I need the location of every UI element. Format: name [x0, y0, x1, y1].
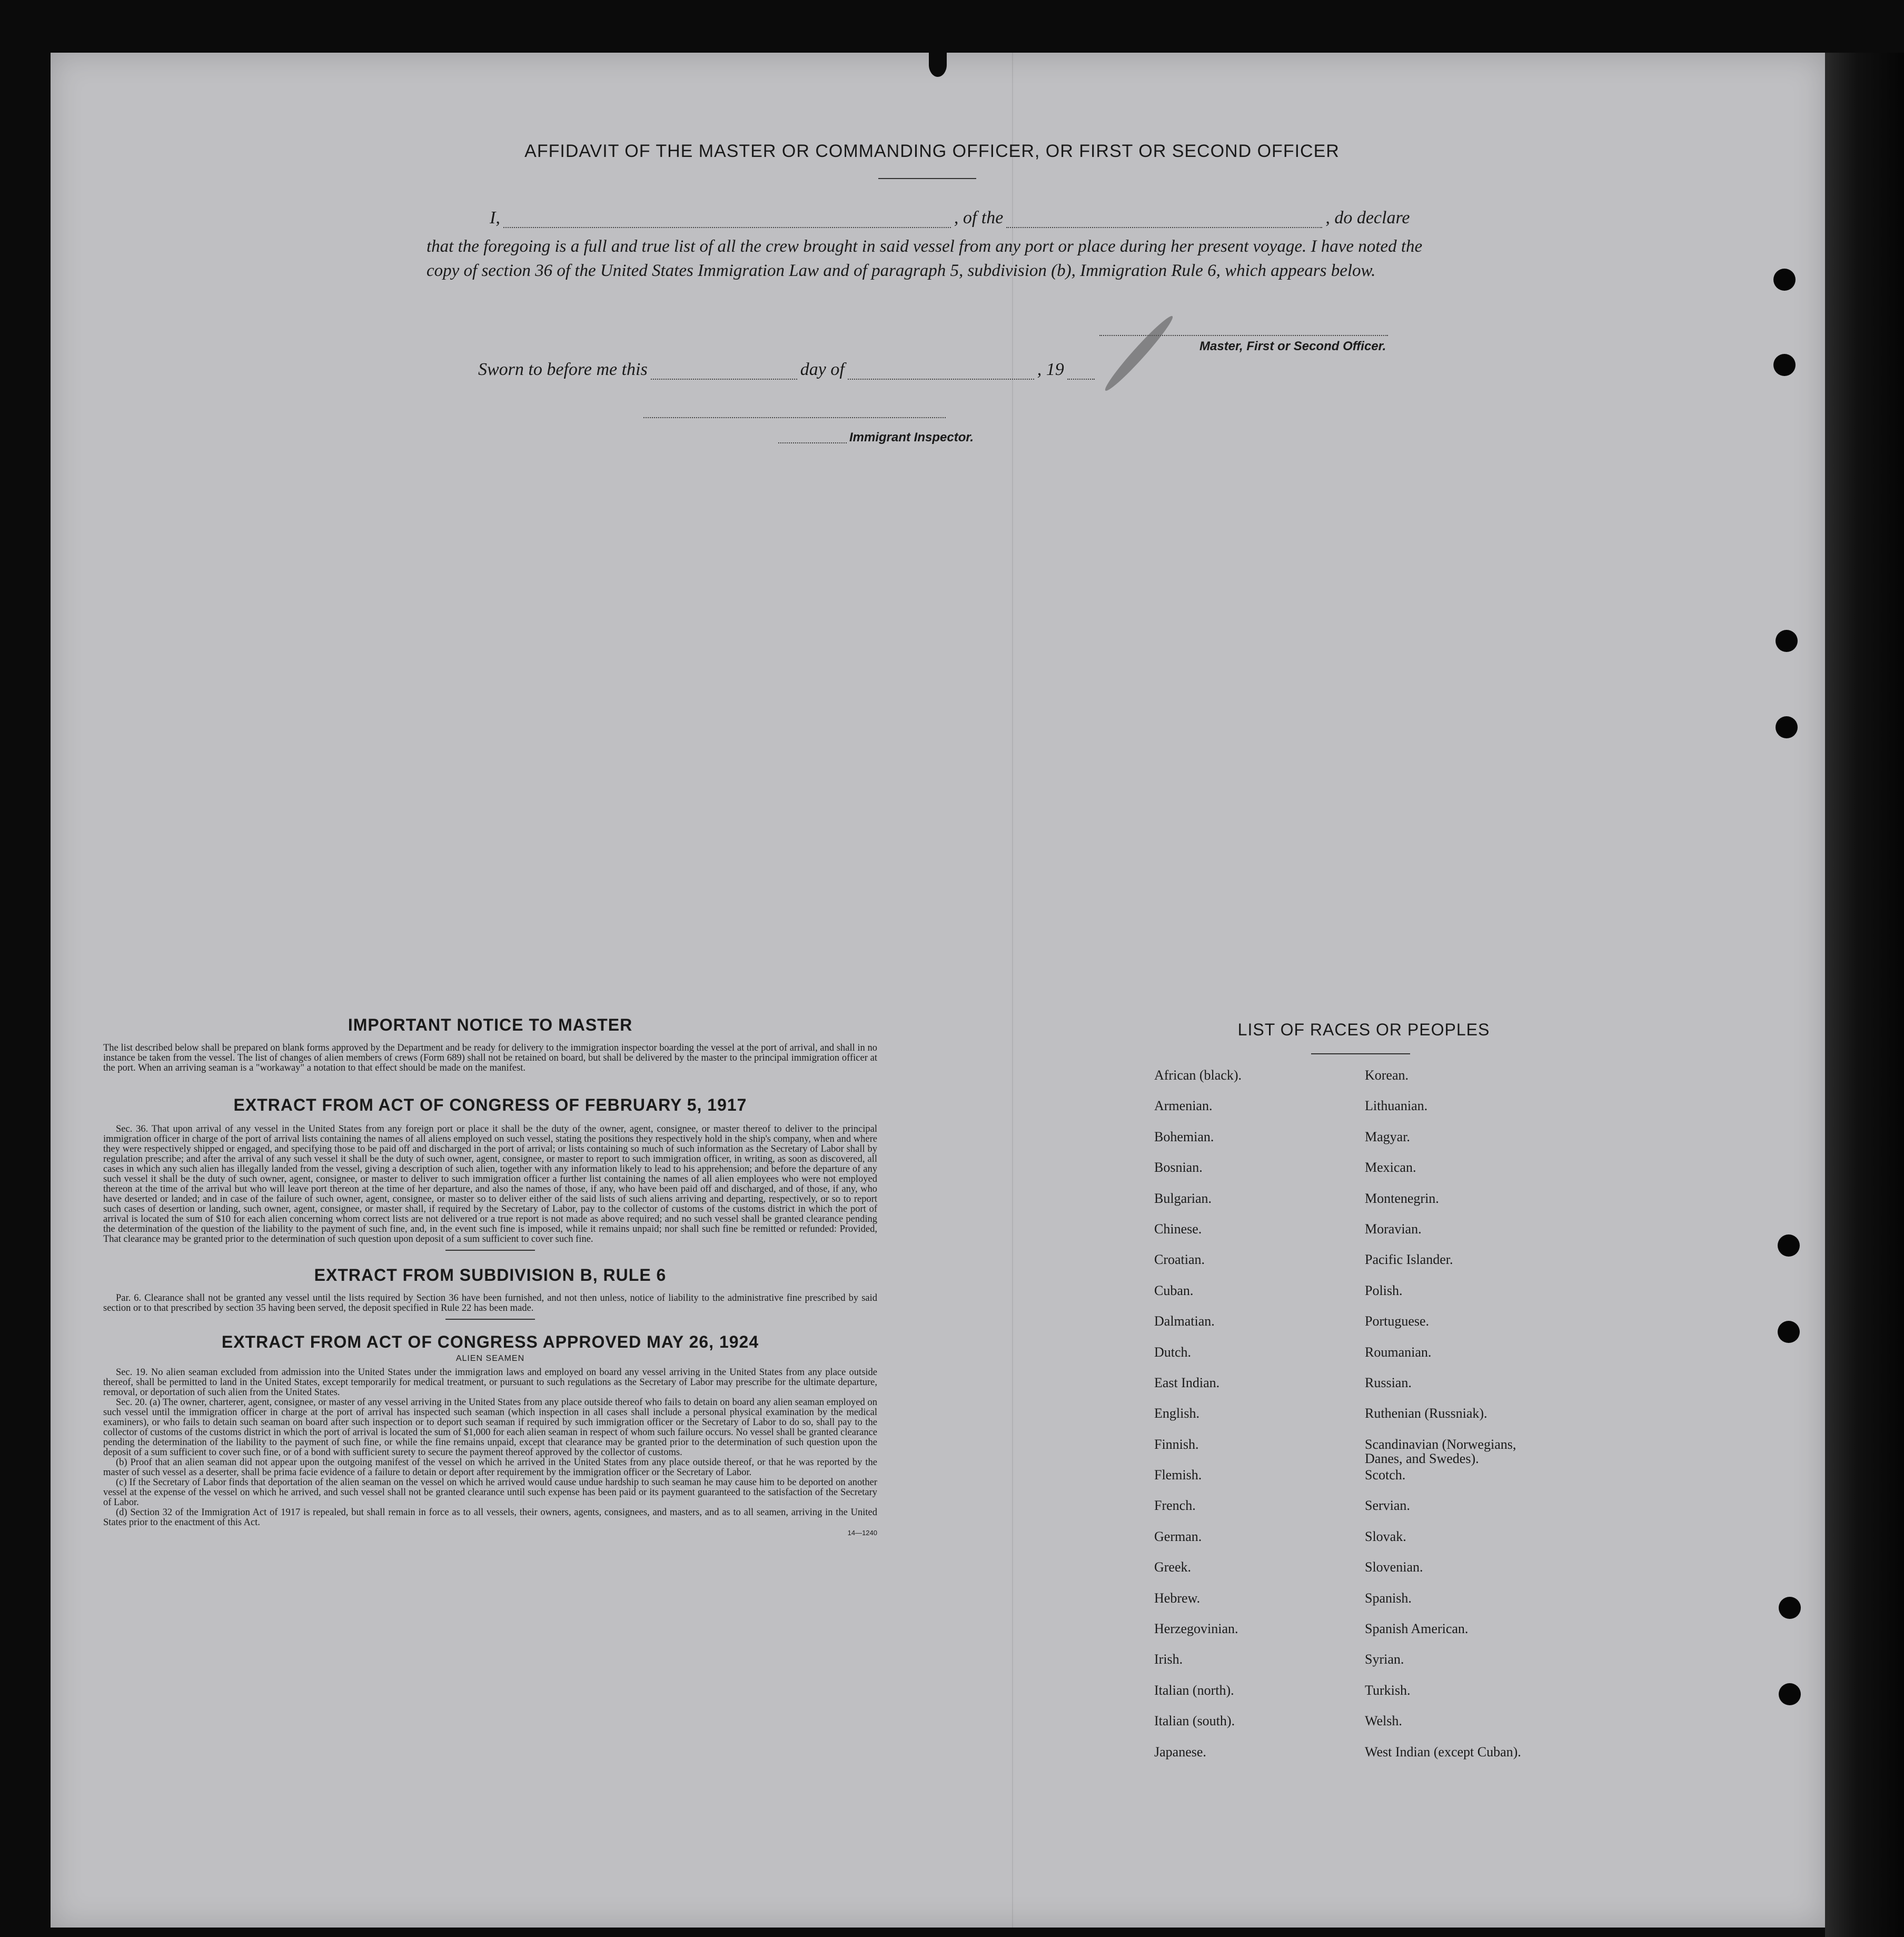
binder-hole [1778, 1321, 1800, 1343]
affidavit-title: AFFIDAVIT OF THE MASTER OR COMMANDING OFFICER, OR FIRST OR SECOND OFFICER [524, 141, 1340, 161]
master-signature-field[interactable] [1099, 335, 1388, 336]
notice-column [103, 1015, 877, 1537]
race-item: Croatian. [1154, 1252, 1205, 1268]
race-item: Hebrew. [1154, 1590, 1201, 1606]
section-rule [445, 1319, 535, 1320]
extract-1924-sec20d: (d) Section 32 of the Immigration Act of 1917 is repealed, but shall remain in force as to all vessels, their owners, agents, consignees, and masters, and as to all seamen, arriving in the United States prior to the enactment of this Act. [103, 1507, 877, 1528]
binder-hole [1776, 630, 1798, 652]
extract-1917-text: Sec. 36. That upon arrival of any vessel in the United States from any foreign port or place it shall be the duty of the owner, agent, consignee, or master thereof to deliver to the principal immigration officer in charge of the port of arrival lists containing the names of all aliens employed on such vessel, stating the positions they respectively hold in the ship's company, when and where they were respectively shipped or engaged, and specifying those to be paid off and discharged in the port of arrival; or lists containing so much of such information as the Secretary of Labor shall by regulation prescribe; and after the arrival of any such vessel it shall be the duty of such owner, agent, consignee, or master to report to such immigration officer, in writing, as soon as discovered, all cases in which any such alien has illegally landed from the vessel, giving a description of such alien, together with any information likely to lead to his apprehension; and before the departure of any such vessel it shall be the duty of such owner, agent, consignee, or master to deliver to such immigration officer a further list containing the names of all alien employees who were not employed thereon at the time of the arrival but who will leave port thereon at the time of her departure, and also the names of those, if any, who have been paid off and discharged, and of those, if any, who have deserted or landed; and in case of the failure of such owner, agent, consignee, or master so to deliver either of the said lists of such aliens arriving and departing, respectively, or so to report such cases of desertion or landing, such owner, agent, consignee, or master shall, if required by the Secretary of Labor, pay to the collector of customs of the customs district in which the port of arrival is located the sum of $10 for each alien concerning whom correct lists are not delivered or a true report is not made as above required; and no such vessel shall be granted clearance pending the determination of the question of the liability to the payment of such fine, and, in the event such fine is imposed, while it remains unpaid; nor shall such fine be remitted or refunded: Provided, That clearance may be granted prior to the determination of such question upon deposit of a sum sufficient to cover such fine. [103, 1124, 877, 1244]
sworn-year: , 19 [1037, 360, 1064, 379]
race-item: West Indian (except Cuban). [1365, 1744, 1521, 1760]
race-item: Italian (north). [1154, 1682, 1234, 1698]
of-the-text: , of the [954, 208, 1004, 228]
extract-rule6-title: EXTRACT FROM SUBDIVISION B, RULE 6 [314, 1266, 667, 1284]
binder-hole [1773, 269, 1796, 291]
race-item: Dutch. [1154, 1344, 1192, 1360]
binder-hole [1776, 716, 1798, 738]
binder-hole [1778, 1234, 1800, 1257]
race-item: English. [1154, 1406, 1199, 1421]
race-item: French. [1154, 1498, 1196, 1514]
extract-1917-title: EXTRACT FROM ACT OF CONGRESS OF FEBRUARY 5, 1917 [233, 1095, 747, 1114]
declarant-name-field[interactable] [503, 225, 951, 228]
sworn-day-field[interactable] [651, 377, 797, 380]
race-item: Magyar. [1365, 1129, 1410, 1144]
race-item: Welsh. [1365, 1713, 1402, 1729]
race-item: Scotch. [1365, 1467, 1406, 1483]
declarant-prefix: I, [490, 208, 500, 228]
master-signature-label: Master, First or Second Officer. [1199, 339, 1386, 353]
section-rule [445, 1250, 535, 1251]
race-item: Korean. [1365, 1068, 1409, 1083]
scan-edge [1825, 53, 1904, 1937]
affidavit-statement: that the foregoing is a full and true list of all the crew brought in said vessel from any port or place during her present voyage. I have noted the copy of section 36 of the United States Immigration Law and of paragraph 5, subdivision (b), Immigration Rule 6, which appears below. [427, 237, 1423, 280]
race-item: Herzegovinian. [1154, 1621, 1238, 1637]
extract-1924-sec19: Sec. 19. No alien seaman excluded from admission into the United States under the immigration laws and employed on board any vessel arriving in the United States from any place outside thereof, shall be permitted to land in the United States, except temporarily for medical treatment, or pursuant to such regulations as the Secretary of Labor may prescribe for the ultimate departure, removal, or deportation of such alien from the United States. [103, 1367, 877, 1398]
races-list [1154, 1068, 1575, 1775]
sworn-month-field[interactable] [848, 377, 1034, 380]
inspector-label: Immigrant Inspector. [849, 430, 974, 444]
race-item: Servian. [1365, 1498, 1410, 1514]
inspector-signature-lead [778, 442, 847, 443]
race-item: Mexican. [1365, 1160, 1416, 1175]
vessel-name-field[interactable] [1006, 225, 1322, 228]
race-item: Moravian. [1365, 1221, 1422, 1237]
sworn-year-field[interactable] [1067, 377, 1095, 380]
sworn-prefix: Sworn to before me this [478, 360, 648, 379]
binder-hole [1779, 1597, 1801, 1619]
extract-rule6-text: Par. 6. Clearance shall not be granted any vessel until the lists required by Section 36 have been furnished, and not then unless, notice of liability to the administrative fine prescribed by said section or to that prescribed by section 35 having been served, the deposit specified in Rule 22 has been made. [103, 1293, 877, 1313]
race-item: Pacific Islander. [1365, 1252, 1453, 1268]
race-item: Armenian. [1154, 1098, 1213, 1114]
race-item: Montenegrin. [1365, 1190, 1439, 1206]
race-item: Russian. [1365, 1375, 1412, 1390]
race-item: Lithuanian. [1365, 1098, 1428, 1114]
extract-1924-sec20a: Sec. 20. (a) The owner, charterer, agent, consignee, or master of any vessel arriving in the United States from any place outside thereof who fails to detain on board any alien seaman employed on such vessel until the immigration officer in charge at the port of arrival has inspected such seaman (which inspection in all cases shall include a personal physical examination by the medical examiners), or who fails to detain such seaman on board after such inspection or to deport such seaman if required by such immigration officer or the Secretary of Labor to do so, shall pay to the collector of customs of the customs district in which the port of arrival is located the sum of $1,000 for each alien seaman in respect of whom such failure occurs. No vessel shall be granted clearance pending the determination of the liability to the payment of such fine, or while the fine remains unpaid, except that clearance may be granted prior to the determination of such question upon the deposit of a sum sufficient to cover such fine, or of a bond with sufficient surety to secure the payment thereof approved by the collector of customs. [103, 1397, 877, 1458]
affidavit-declaration-line [490, 208, 1410, 228]
race-item: Slovenian. [1365, 1559, 1423, 1575]
race-item: Bulgarian. [1154, 1190, 1212, 1206]
races-title-rule [1311, 1053, 1410, 1054]
race-item: Chinese. [1154, 1221, 1202, 1237]
race-item: Scandinavian (Norwegians, Danes, and Swedes). [1365, 1436, 1516, 1466]
race-item: German. [1154, 1528, 1202, 1544]
extract-1924-title: EXTRACT FROM ACT OF CONGRESS APPROVED MAY 26, 1924 [221, 1332, 759, 1351]
binder-hole [1779, 1683, 1801, 1705]
notice-text: The list described below shall be prepared on blank forms approved by the Department and be ready for delivery to the immigration inspector boarding the vessel at the port of arrival, and shall in no instance be taken from the vessel. The list of changes of alien members of crews (Form 689) shall not be retained on board, but shall be delivered by the master to the principal immigration officer at the port. When an arriving seaman is a "workaway" a notation to that effect should be made on the manifest. [103, 1043, 877, 1073]
races-title: LIST OF RACES OR PEOPLES [1237, 1020, 1490, 1039]
extract-1924-sec20b: (b) Proof that an alien seaman did not appear upon the outgoing manifest of the vessel on which he arrived in the United States from any place outside thereof, or that he was reported by the master of such vessel as a deserter, shall be prima facie evidence of a failure to detain or deport after requirement by the immigration officer or the Secretary of Labor. [103, 1457, 877, 1478]
notice-title: IMPORTANT NOTICE TO MASTER [348, 1015, 633, 1034]
title-rule [878, 178, 976, 179]
race-item: Cuban. [1154, 1282, 1194, 1298]
race-item: Italian (south). [1154, 1713, 1235, 1729]
race-item: Roumanian. [1365, 1344, 1432, 1360]
race-item: Flemish. [1154, 1467, 1202, 1483]
race-item: Turkish. [1365, 1682, 1411, 1698]
race-item: Polish. [1365, 1282, 1403, 1298]
inspector-signature-field[interactable] [643, 417, 946, 418]
race-item: East Indian. [1154, 1375, 1220, 1390]
race-item: Finnish. [1154, 1436, 1199, 1452]
extract-1924-sec20c: (c) If the Secretary of Labor finds that deportation of the alien seaman on the vessel on which he arrived would cause undue hardship to such seaman he may cause him to be deported on another vessel at the expense of the vessel on which he arrived, and such vessel shall not be granted clearance until such expense has been paid or its payment guaranteed to the satisfaction of the Secretary of Labor. [103, 1477, 877, 1508]
race-item: Spanish. [1365, 1590, 1412, 1606]
race-item: African (black). [1154, 1068, 1242, 1083]
race-item: Ruthenian (Russniak). [1365, 1406, 1488, 1421]
form-number: 14—1240 [847, 1529, 877, 1537]
race-item: Dalmatian. [1154, 1313, 1215, 1329]
binder-hole [1773, 354, 1796, 376]
race-item: Portuguese. [1365, 1313, 1430, 1329]
race-item: Greek. [1154, 1559, 1192, 1575]
race-item: Spanish American. [1365, 1621, 1469, 1637]
race-item: Slovak. [1365, 1528, 1406, 1544]
alien-seamen-subtitle: ALIEN SEAMEN [455, 1354, 525, 1363]
sworn-line [478, 360, 1098, 380]
race-item: Irish. [1154, 1652, 1183, 1667]
paper-tear [929, 53, 947, 77]
race-item: Bohemian. [1154, 1129, 1214, 1144]
race-item: Bosnian. [1154, 1160, 1203, 1175]
race-item: Syrian. [1365, 1652, 1404, 1667]
race-item: Japanese. [1154, 1744, 1206, 1760]
fold-line [1012, 53, 1013, 1928]
declare-text: , do declare [1325, 208, 1410, 228]
sworn-day-of: day of [800, 360, 845, 379]
